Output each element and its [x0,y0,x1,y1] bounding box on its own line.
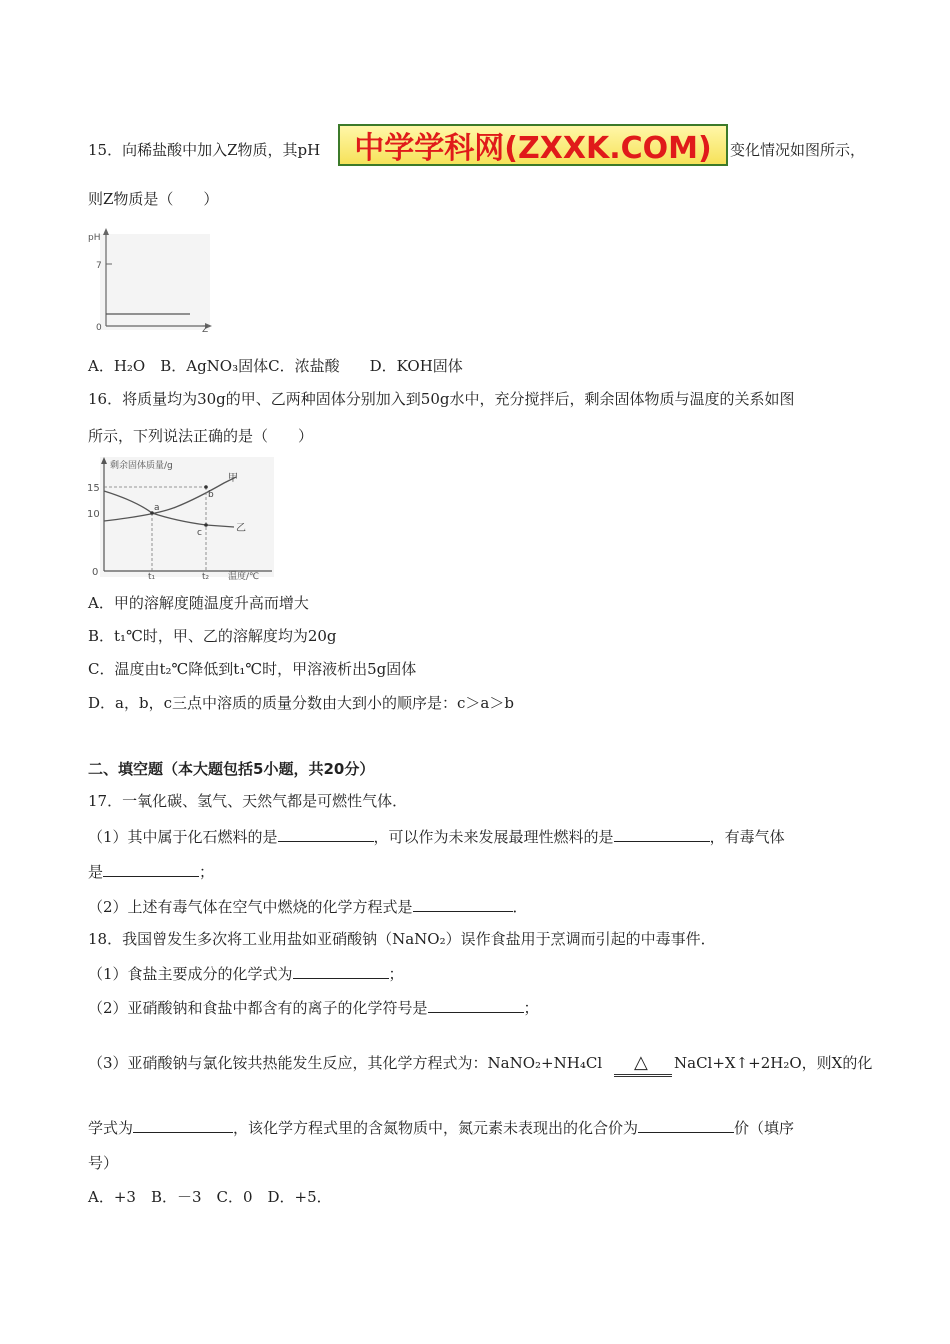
q18-part2 [88,996,539,1019]
q17-p1-a: （1）其中属于化石燃料的是 [88,828,278,846]
q16-origin: 0 [92,567,99,578]
q16-x-label: 温度/℃ [228,572,260,581]
q16-series-jia: 甲 [228,473,238,484]
q15-ph-graph [86,226,226,338]
q17-p1-c: ，有毒气体 [709,828,785,846]
q16-option-d: D．a，b，c三点中溶质的质量分数由大到小的顺序是：c＞a＞b [88,694,514,712]
q18-p1-b: ； [388,965,404,983]
q17-p2-b: ． [512,898,528,916]
q16-line2: 所示，下列说法正确的是（ ） [88,427,314,445]
q18-p3-a: （3）亚硝酸钠与氯化铵共热能发生反应，其化学方程式为：NaNO₂+NH₄Cl [88,1054,603,1072]
q18-part1 [88,962,404,985]
q18-p3-d: ，该化学方程式里的含氮物质中，氮元素未表现出的化合价为 [233,1119,639,1137]
q17-p1-b: ，可以作为未来发展最理性燃料的是 [373,828,614,846]
q18-blank-valence[interactable] [638,1116,734,1133]
q18-p3-b: NaCl+X↑+2H₂O，则X的化 [674,1054,873,1072]
q16-label-a: a [154,503,160,513]
q16-line1: 16．将质量均为30g的甲、乙两种固体分别加入到50g水中，充分搅拌后，剩余固体物质与温度的关系如图 [88,390,795,408]
q16-y-label: 剩余固体质量/g [110,461,173,471]
q17-part1 [88,825,785,848]
q17-stem: 17．一氧化碳、氢气、天然气都是可燃性气体． [88,792,408,810]
q15-line1-post: 变化情况如图所示， [730,141,866,159]
q15-y-arrow [103,228,109,235]
q18-part3 [88,1052,602,1074]
q18-p3-f: 号） [88,1154,119,1172]
q16-series-yi: 乙 [236,523,246,534]
q18-stem: 18．我国曾发生多次将工业用盐如亚硝酸钠（NaNO₂）误作食盐用于烹调而引起的中毒事件． [88,930,716,948]
q18-part3-cont [88,1116,794,1139]
q15-x-label: Z [202,325,209,335]
q17-p1-e: ； [199,863,215,881]
watermark-banner: 中学学科网(ZXXK.COM) [338,124,728,166]
q16-x-tick-t2: t₂ [202,572,210,581]
q17-blank-toxic-gas[interactable] [103,860,199,877]
q16-label-b: b [208,490,214,500]
q16-option-b: B．t₁℃时，甲、乙的溶解度均为20g [88,627,337,645]
q16-option-c: C．温度由t₂℃降低到t₁℃时，甲溶液析出5g固体 [88,660,417,678]
q16-y-tick-15: 15 [87,483,100,494]
q16-x-tick-t1: t₁ [148,572,156,581]
q18-blank-ion-symbol[interactable] [428,996,524,1013]
q17-p2-a: （2）上述有毒气体在空气中燃烧的化学方程式是 [88,898,413,916]
q15-line1 [88,139,320,161]
q15-origin: 0 [96,323,102,333]
q16-option-a: A．甲的溶解度随温度升高而增大 [88,594,309,612]
q18-p2-a: （2）亚硝酸钠和食盐中都含有的离子的化学符号是 [88,999,428,1017]
q18-reaction-condition [614,1046,672,1082]
q17-blank-fossil[interactable] [278,825,374,842]
q18-options: A．+3 B．－3 C．0 D．+5． [88,1188,332,1206]
q17-p1-d: 是 [88,863,104,881]
q15-options: A．H₂O B．AgNO₃固体C．浓盐酸 D．KOH固体 [88,357,463,375]
q17-blank-ideal-fuel[interactable] [614,825,710,842]
q18-blank-salt-formula[interactable] [293,962,389,979]
q18-equal-bar [614,1074,672,1077]
q18-p1-a: （1）食盐主要成分的化学式为 [88,965,293,983]
q17-part2 [88,895,528,918]
q18-p3-c: 学式为 [88,1119,134,1137]
q16-point-c [204,523,208,527]
q16-solubility-graph [86,455,278,581]
q17-blank-equation[interactable] [413,895,513,912]
q18-heat-delta: △ [634,1052,648,1073]
q18-p2-b: ； [523,999,539,1017]
q15-line1-pre: 15．向稀盐酸中加入Z物质，其pH [88,141,321,159]
q16-label-c: c [197,528,202,538]
q18-p3-e: 价（填序 [734,1119,795,1137]
q15-y-tick-7: 7 [96,261,102,271]
q15-y-label: pH [88,233,101,243]
q16-point-b [204,485,208,489]
section2-title: 二、填空题（本大题包括5小题，共20分） [88,760,375,778]
q17-part1-cont [88,860,214,883]
q18-blank-x-formula[interactable] [133,1116,233,1133]
q15-line2: 则Z物质是（ ） [88,190,219,208]
q16-y-tick-10: 10 [87,509,100,520]
